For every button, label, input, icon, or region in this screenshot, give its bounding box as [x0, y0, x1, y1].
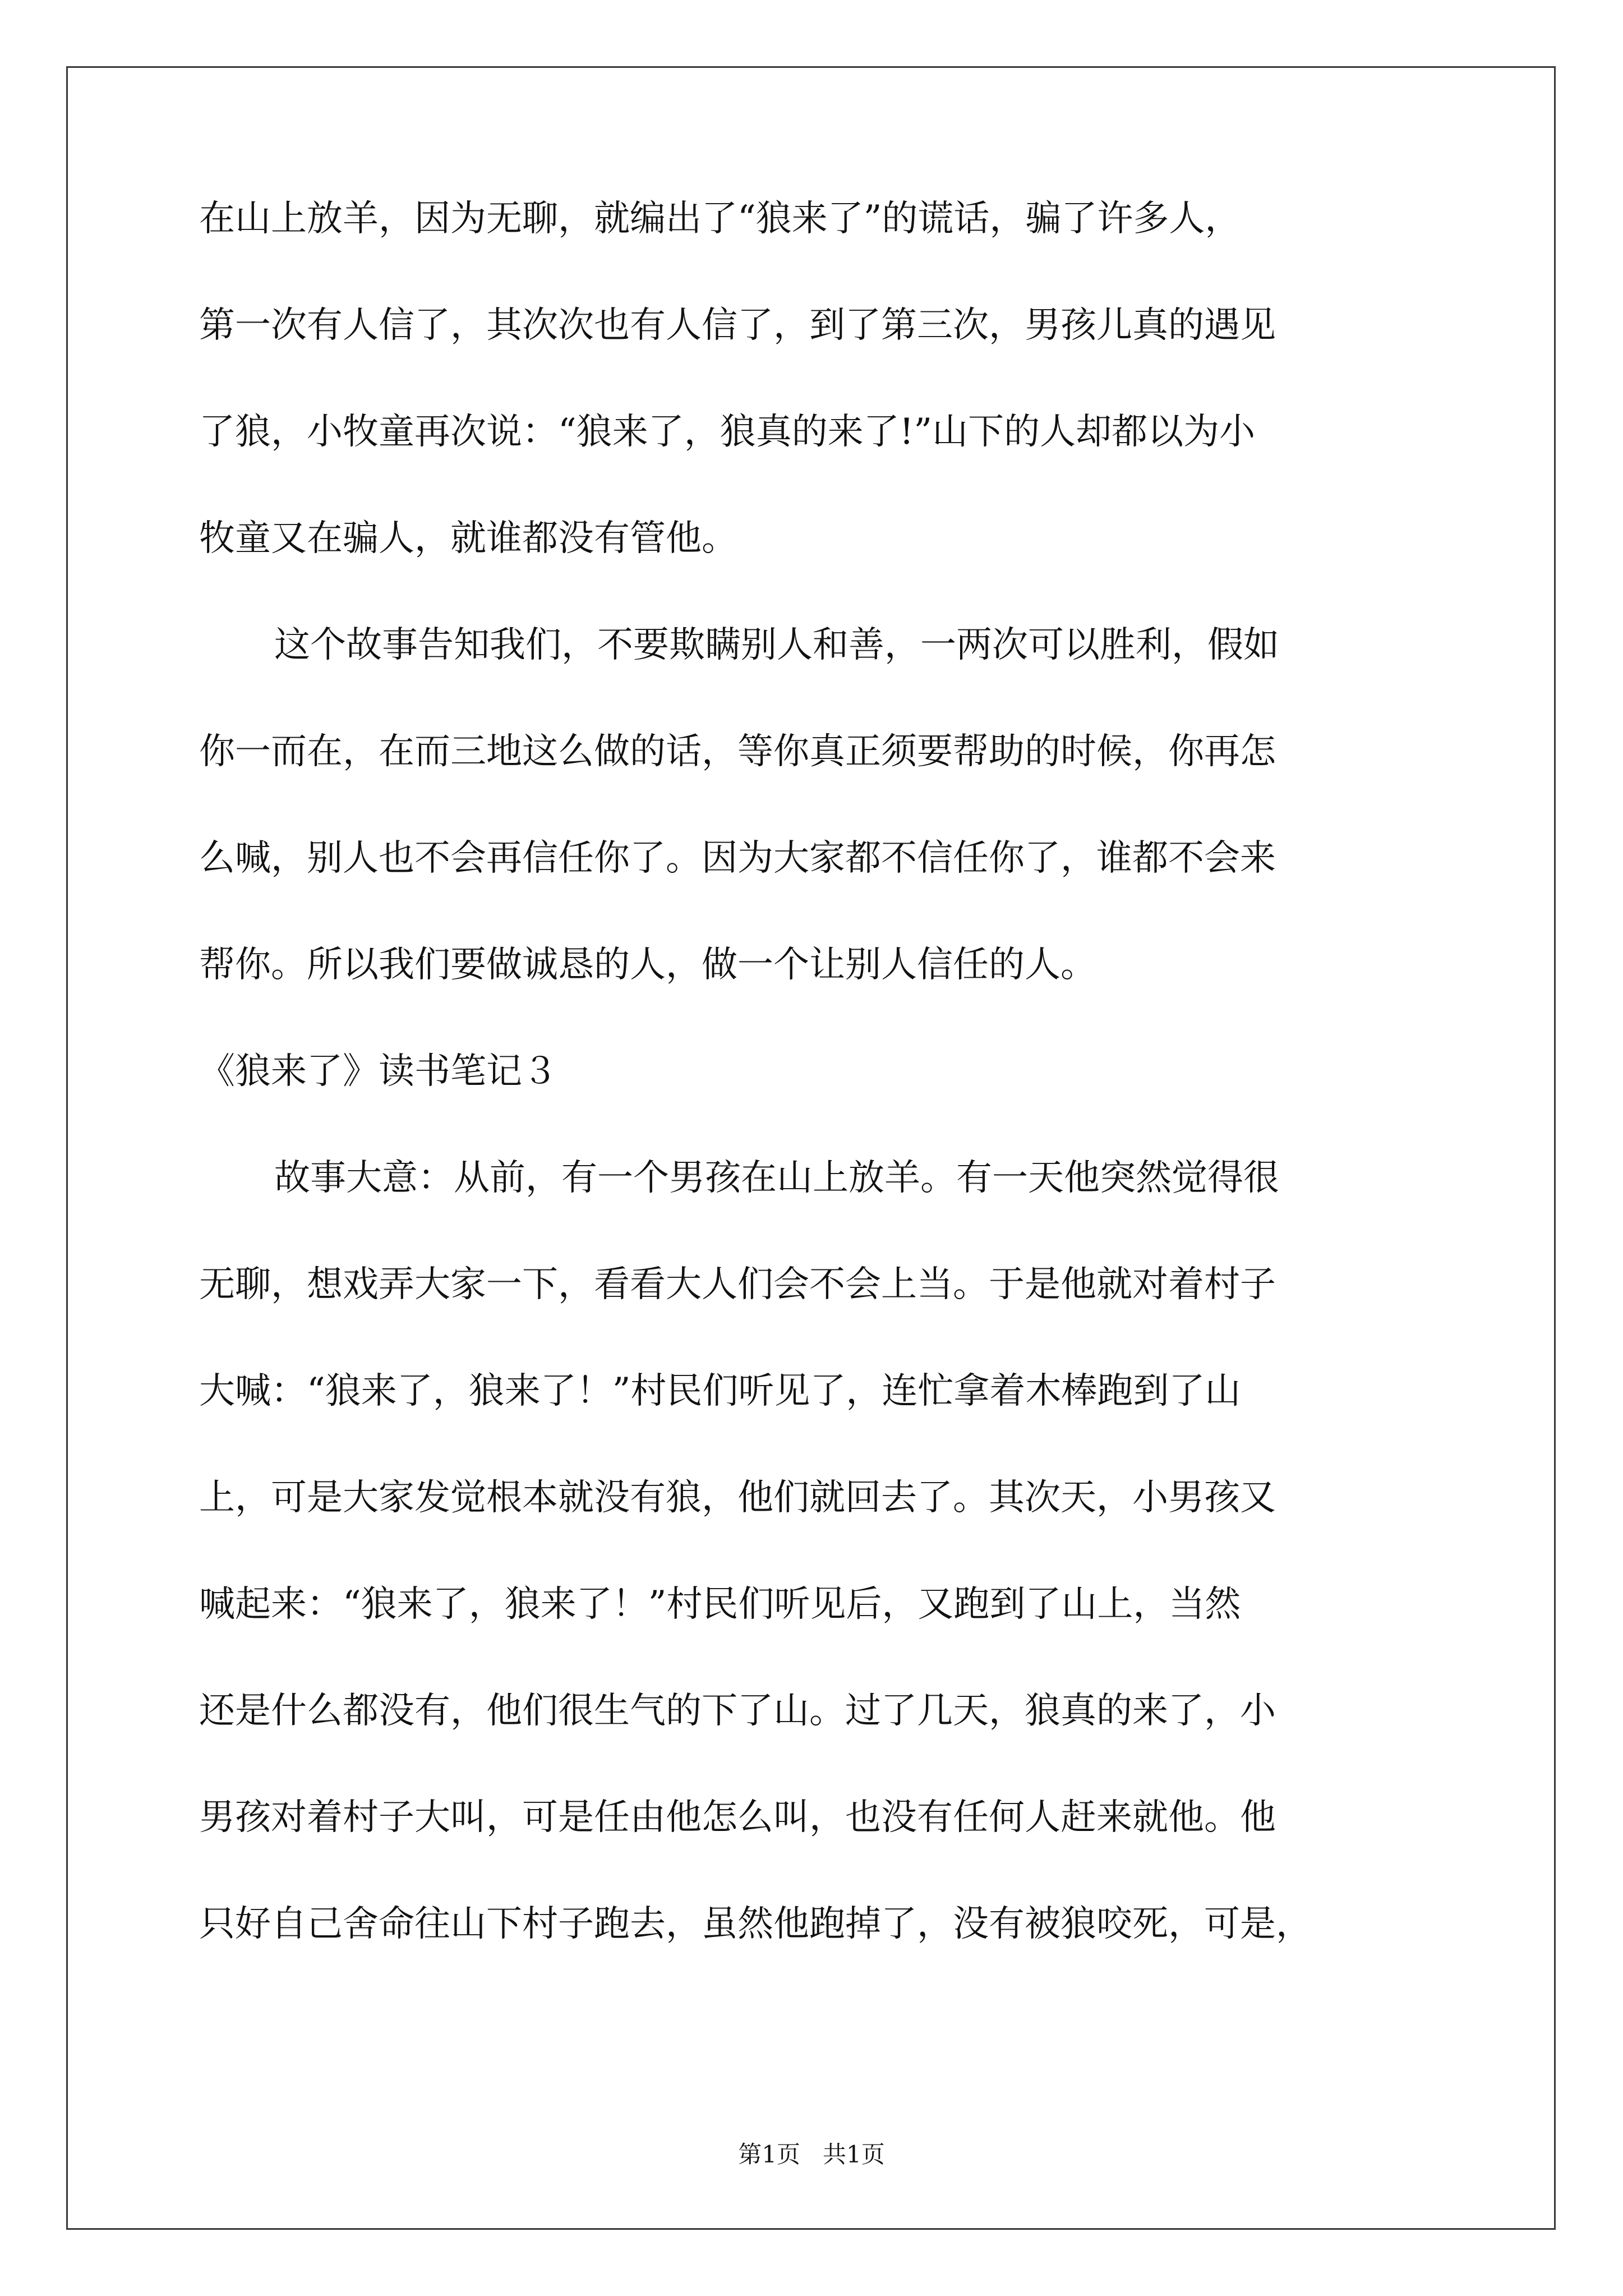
body-line: 帮你。所以我们要做诚恳的人，做一个让别人信任的人。 [199, 944, 1096, 986]
body-line: 牧童又在骗人，就谁都没有管他。 [199, 518, 737, 559]
body-line: 你一而在，在而三地这么做的话，等你真正须要帮助的时候，你再怎 [199, 731, 1276, 772]
paragraph-start-line: 故事大意：从前，有一个男孩在山上放羊。有一天他突然觉得很 [274, 1157, 1279, 1199]
body-line: 无聊，想戏弄大家一下，看看大人们会不会上当。于是他就对着村子 [199, 1264, 1276, 1305]
body-line: 了狼，小牧童再次说：“狼来了，狼真的来了!”山下的人却都以为小 [199, 411, 1256, 453]
body-line: 大喊：“狼来了，狼来了！”村民们听见了，连忙拿着木棒跑到了山 [199, 1370, 1241, 1412]
paragraph-start-line: 这个故事告知我们，不要欺瞒别人和善，一两次可以胜利，假如 [274, 624, 1279, 666]
body-line: 上，可是大家发觉根本就没有狼，他们就回去了。其次天，小男孩又 [199, 1477, 1276, 1519]
body-line: 在山上放羊，因为无聊，就编出了“狼来了”的谎话，骗了许多人， [199, 198, 1241, 240]
page-footer [0, 2136, 1623, 2170]
page-number: 第1页 共1页 [738, 2141, 885, 2168]
body-line: 男孩对着村子大叫，可是任由他怎么叫，也没有任何人赶来就他。他 [199, 1797, 1276, 1838]
body-line: 还是什么都没有，他们很生气的下了山。过了几天，狼真的来了，小 [199, 1690, 1276, 1732]
body-line: 喊起来：“狼来了，狼来了！”村民们听见后，又跑到了山上，当然 [199, 1584, 1241, 1625]
body-line: 只好自己舍命往山下村子跑去，虽然他跑掉了，没有被狼咬死，可是， [199, 1903, 1312, 1945]
body-line: 么喊，别人也不会再信任你了。因为大家都不信任你了，谁都不会来 [199, 838, 1276, 879]
body-line: 第一次有人信了，其次次也有人信了，到了第三次，男孩儿真的遇见 [199, 305, 1276, 346]
section-heading: 《狼来了》读书笔记３ [199, 1051, 558, 1092]
